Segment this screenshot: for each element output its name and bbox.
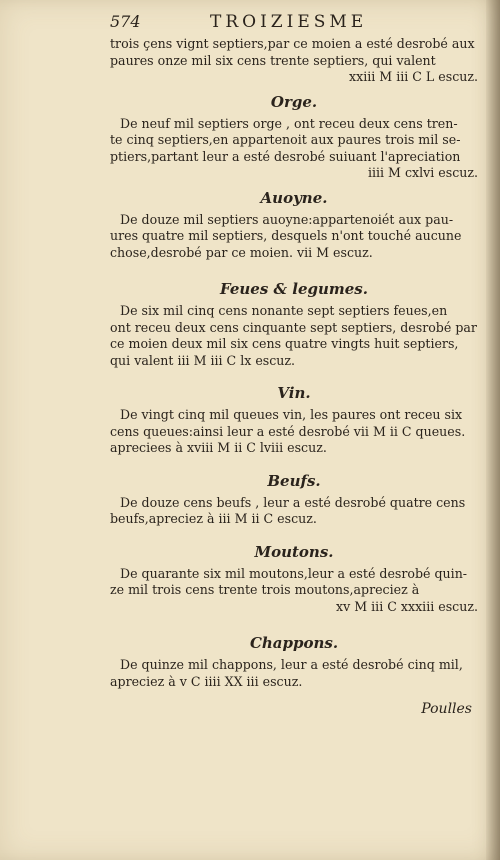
section-auoyne [110, 188, 478, 262]
sum-line: xv M iii C xxxiii escuz. [336, 598, 478, 614]
section-vin [110, 383, 478, 457]
text-line: De neuf mil septiers orge , ont receu deux cens tren- [120, 115, 458, 131]
section-feues [110, 279, 478, 369]
section-heading: Orge. [270, 92, 318, 111]
running-title: TROIZIESME [210, 12, 368, 32]
section-heading: Vin. [277, 384, 311, 402]
text-line: te cinq septiers,en appartenoit aux paures trois mil se- [110, 132, 461, 147]
page-text [110, 36, 478, 718]
text-line: De vingt cinq mil queues vin, les paures ont receu six [120, 407, 463, 422]
text-line: ptiers,partant leur a esté desrobé suiuant l'apreciation [110, 148, 461, 164]
text-line: qui valent iii M iii C lx escuz. [110, 352, 296, 368]
section-heading: Moutons. [254, 542, 334, 561]
section-heading: Auoyne. [260, 188, 328, 207]
section-moutons [110, 542, 478, 616]
sum-line: xxiii M iii C L escuz. [349, 69, 478, 84]
text-line: ze mil trois cens trente trois moutons,apreciez à [110, 582, 420, 597]
text-line: beufs,apreciez à iii M ii C escuz. [110, 511, 317, 526]
text-line: ures quatre mil septiers, desquels n'ont touché aucune [110, 228, 462, 243]
section-orge [110, 92, 478, 182]
text-line: apreciees à xviii M ii C lviii escuz. [110, 440, 327, 455]
text-line: trois çens vignt septiers,par ce moien a esté desrobé aux [110, 36, 475, 51]
section-chappons [110, 633, 478, 690]
text-line: De six mil cinq cens nonante sept septiers feues,en [120, 303, 448, 318]
text-line: De douze mil septiers auoyne:appartenoiét aux pau- [120, 211, 454, 227]
text-line: ce moien deux mil six cens quatre vingts huit septiers, [110, 336, 459, 351]
page-spine-shadow [486, 0, 500, 860]
section-heading: Beufs. [267, 471, 321, 490]
text-line: cens queues:ainsi leur a esté desrobé vii M ii C queues. [110, 423, 466, 439]
intro-block [110, 36, 478, 86]
text-line: chose,desrobé par ce moien. vii M escuz. [110, 244, 373, 260]
text-line: De quinze mil chappons, leur a esté desrobé cinq mil, [120, 657, 463, 672]
sum-line: iiii M cxlvi escuz. [367, 165, 478, 180]
text-line: De douze cens beufs , leur a esté desrobé quatre cens [120, 494, 466, 510]
text-line: ont receu deux cens cinquante sept septiers, desrobé par [110, 319, 477, 335]
text-line: paures onze mil six cens trente septiers, qui valent [110, 52, 436, 68]
section-heading: Chappons. [249, 634, 339, 652]
text-line: apreciez à v C iiii XX iii escuz. [110, 673, 303, 689]
section-heading: Feues & legumes. [220, 280, 368, 298]
text-line: De quarante six mil moutons,leur a esté desrobé quin- [120, 565, 468, 581]
page-header [110, 12, 478, 34]
folio-number: 574 [110, 12, 141, 31]
catchword: Poulles [421, 701, 472, 717]
section-beufs [110, 471, 478, 528]
